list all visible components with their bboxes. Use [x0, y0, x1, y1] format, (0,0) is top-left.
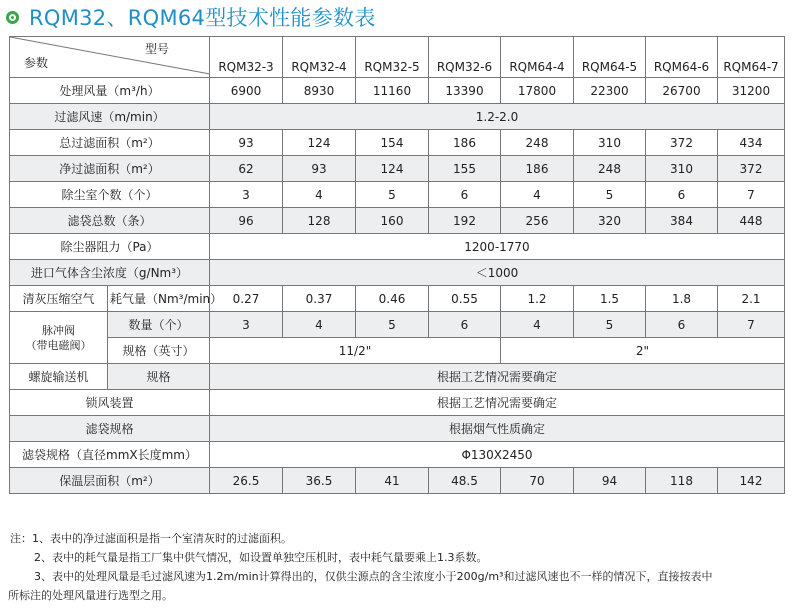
table-cell: 26.5 — [210, 468, 283, 494]
row-label: 保温层面积（m²） — [10, 468, 210, 494]
table-cell: 5 — [574, 182, 646, 208]
row-label: 滤袋规格（直径mmX长度mm） — [10, 442, 210, 468]
table-cell: 31200 — [718, 78, 785, 104]
table-row — [10, 260, 785, 286]
row-label: 除尘室个数（个） — [10, 182, 210, 208]
row-label: 净过滤面积（m²） — [10, 156, 210, 182]
row-label: 进口气体含尘浓度（g/Nm³） — [10, 260, 210, 286]
table-cell: 186 — [429, 130, 501, 156]
row-label: 规格 — [108, 364, 210, 390]
model-header: RQM64-5 — [574, 37, 646, 78]
table-cell: Φ130X2450 — [210, 442, 785, 468]
footnote: 注：1、表中的净过滤面积是指一个室清灰时的过滤面积。 — [10, 532, 292, 545]
table-cell: 128 — [283, 208, 356, 234]
table-cell: 384 — [646, 208, 718, 234]
table-cell: 6 — [429, 182, 501, 208]
table-cell: 17800 — [501, 78, 574, 104]
table-cell: 根据工艺情况需要确定 — [210, 364, 785, 390]
table-cell: 3 — [210, 182, 283, 208]
table-cell: 142 — [718, 468, 785, 494]
table-row — [10, 442, 785, 468]
table-cell: 根据烟气性质确定 — [210, 416, 785, 442]
parameter-table — [9, 36, 785, 494]
table-cell: 186 — [501, 156, 574, 182]
table-cell: 2" — [501, 338, 785, 364]
table-cell: 4 — [283, 312, 356, 338]
table-cell: 320 — [574, 208, 646, 234]
table-cell: 4 — [501, 182, 574, 208]
table-cell: 93 — [210, 130, 283, 156]
table-cell: 26700 — [646, 78, 718, 104]
table-cell: 70 — [501, 468, 574, 494]
model-header: RQM32-5 — [356, 37, 429, 78]
table-row — [10, 182, 785, 208]
footnote: 3、表中的处理风量是毛过滤风速为1.2m/min计算得出的，仅供尘源点的含尘浓度小于200g/m³和过滤风速也不一样的情况下，直接按表中 — [34, 570, 713, 583]
row-label: 规格（英寸） — [108, 338, 210, 364]
table-cell: 8930 — [283, 78, 356, 104]
table-cell: 48.5 — [429, 468, 501, 494]
table-cell: 310 — [646, 156, 718, 182]
table-cell: 192 — [429, 208, 501, 234]
table-cell: 7 — [718, 312, 785, 338]
table-cell: 154 — [356, 130, 429, 156]
table-cell: 0.46 — [356, 286, 429, 312]
table-cell: 0.55 — [429, 286, 501, 312]
row-group-label: 螺旋输送机 — [10, 364, 108, 390]
model-header: RQM32-4 — [283, 37, 356, 78]
table-cell: 3 — [210, 312, 283, 338]
table-cell: 448 — [718, 208, 785, 234]
row-label: 除尘器阻力（Pa） — [10, 234, 210, 260]
table-cell: ＜1000 — [210, 260, 785, 286]
corner-param-label: 参数 — [24, 56, 49, 70]
table-cell: 124 — [283, 130, 356, 156]
table-cell: 155 — [429, 156, 501, 182]
model-header: RQM32-3 — [210, 37, 283, 78]
table-cell: 11/2" — [210, 338, 501, 364]
table-header-row — [10, 37, 785, 78]
table-cell: 36.5 — [283, 468, 356, 494]
table-row — [10, 78, 785, 104]
table-row — [10, 286, 785, 312]
table-row — [10, 312, 785, 338]
row-label: 滤袋总数（条） — [10, 208, 210, 234]
row-label: 滤袋规格 — [10, 416, 210, 442]
table-cell: 93 — [283, 156, 356, 182]
row-label: 总过滤面积（m²） — [10, 130, 210, 156]
table-cell: 62 — [210, 156, 283, 182]
table-cell: 41 — [356, 468, 429, 494]
table-cell: 1.8 — [646, 286, 718, 312]
pulse-valve-sublabel: （带电磁阀） — [25, 338, 92, 352]
pulse-valve-label: 脉冲阀 — [42, 323, 75, 337]
table-cell: 0.37 — [283, 286, 356, 312]
table-row — [10, 156, 785, 182]
page-title: RQM32、RQM64型技术性能参数表 — [29, 6, 376, 30]
table-cell: 根据工艺情况需要确定 — [210, 390, 785, 416]
table-cell: 4 — [501, 312, 574, 338]
row-label: 数量（个） — [108, 312, 210, 338]
table-cell: 1.2-2.0 — [210, 104, 785, 130]
table-cell: 0.27 — [210, 286, 283, 312]
table-cell: 372 — [646, 130, 718, 156]
table-cell: 1200-1770 — [210, 234, 785, 260]
table-cell: 124 — [356, 156, 429, 182]
table-cell: 4 — [283, 182, 356, 208]
table-cell: 11160 — [356, 78, 429, 104]
row-group-label: 清灰压缩空气 — [10, 286, 108, 312]
table-cell: 6900 — [210, 78, 283, 104]
table-cell: 1.2 — [501, 286, 574, 312]
table-cell: 94 — [574, 468, 646, 494]
table-cell: 7 — [718, 182, 785, 208]
table-cell: 5 — [356, 182, 429, 208]
model-header: RQM64-4 — [501, 37, 574, 78]
row-group-label — [10, 312, 108, 364]
footnote: 2、表中的耗气量是指工厂集中供气情况，如设置单独空压机时，表中耗气量要乘上1.3系数。 — [34, 551, 488, 564]
table-cell: 6 — [646, 312, 718, 338]
table-row — [10, 104, 785, 130]
table-cell: 96 — [210, 208, 283, 234]
table-row — [10, 234, 785, 260]
table-cell: 248 — [501, 130, 574, 156]
model-header: RQM32-6 — [429, 37, 501, 78]
row-label: 耗气量（Nm³/min） — [108, 286, 210, 312]
table-row — [10, 130, 785, 156]
table-cell: 5 — [574, 312, 646, 338]
table-cell: 256 — [501, 208, 574, 234]
table-cell: 248 — [574, 156, 646, 182]
table-row — [10, 468, 785, 494]
table-row — [10, 208, 785, 234]
table-cell: 22300 — [574, 78, 646, 104]
page-title-block — [6, 2, 376, 32]
model-header: RQM64-6 — [646, 37, 718, 78]
table-cell: 372 — [718, 156, 785, 182]
model-header: RQM64-7 — [718, 37, 785, 78]
table-cell: 6 — [646, 182, 718, 208]
table-cell: 2.1 — [718, 286, 785, 312]
table-row — [10, 390, 785, 416]
row-label: 处理风量（m³/h） — [10, 78, 210, 104]
footnotes — [10, 529, 712, 605]
row-label: 锁风装置 — [10, 390, 210, 416]
table-row — [10, 338, 785, 364]
table-row — [10, 364, 785, 390]
table-cell: 5 — [356, 312, 429, 338]
table-cell: 13390 — [429, 78, 501, 104]
circle-bullet-icon — [6, 11, 19, 24]
table-cell: 6 — [429, 312, 501, 338]
table-cell: 118 — [646, 468, 718, 494]
table-cell: 1.5 — [574, 286, 646, 312]
header-corner-cell — [10, 37, 210, 78]
row-label: 过滤风速（m/min） — [10, 104, 210, 130]
corner-model-label: 型号 — [144, 42, 169, 56]
table-cell: 160 — [356, 208, 429, 234]
table-cell: 434 — [718, 130, 785, 156]
table-row — [10, 416, 785, 442]
footnote: 所标注的处理风量进行选型之用。 — [8, 589, 173, 602]
table-cell: 310 — [574, 130, 646, 156]
